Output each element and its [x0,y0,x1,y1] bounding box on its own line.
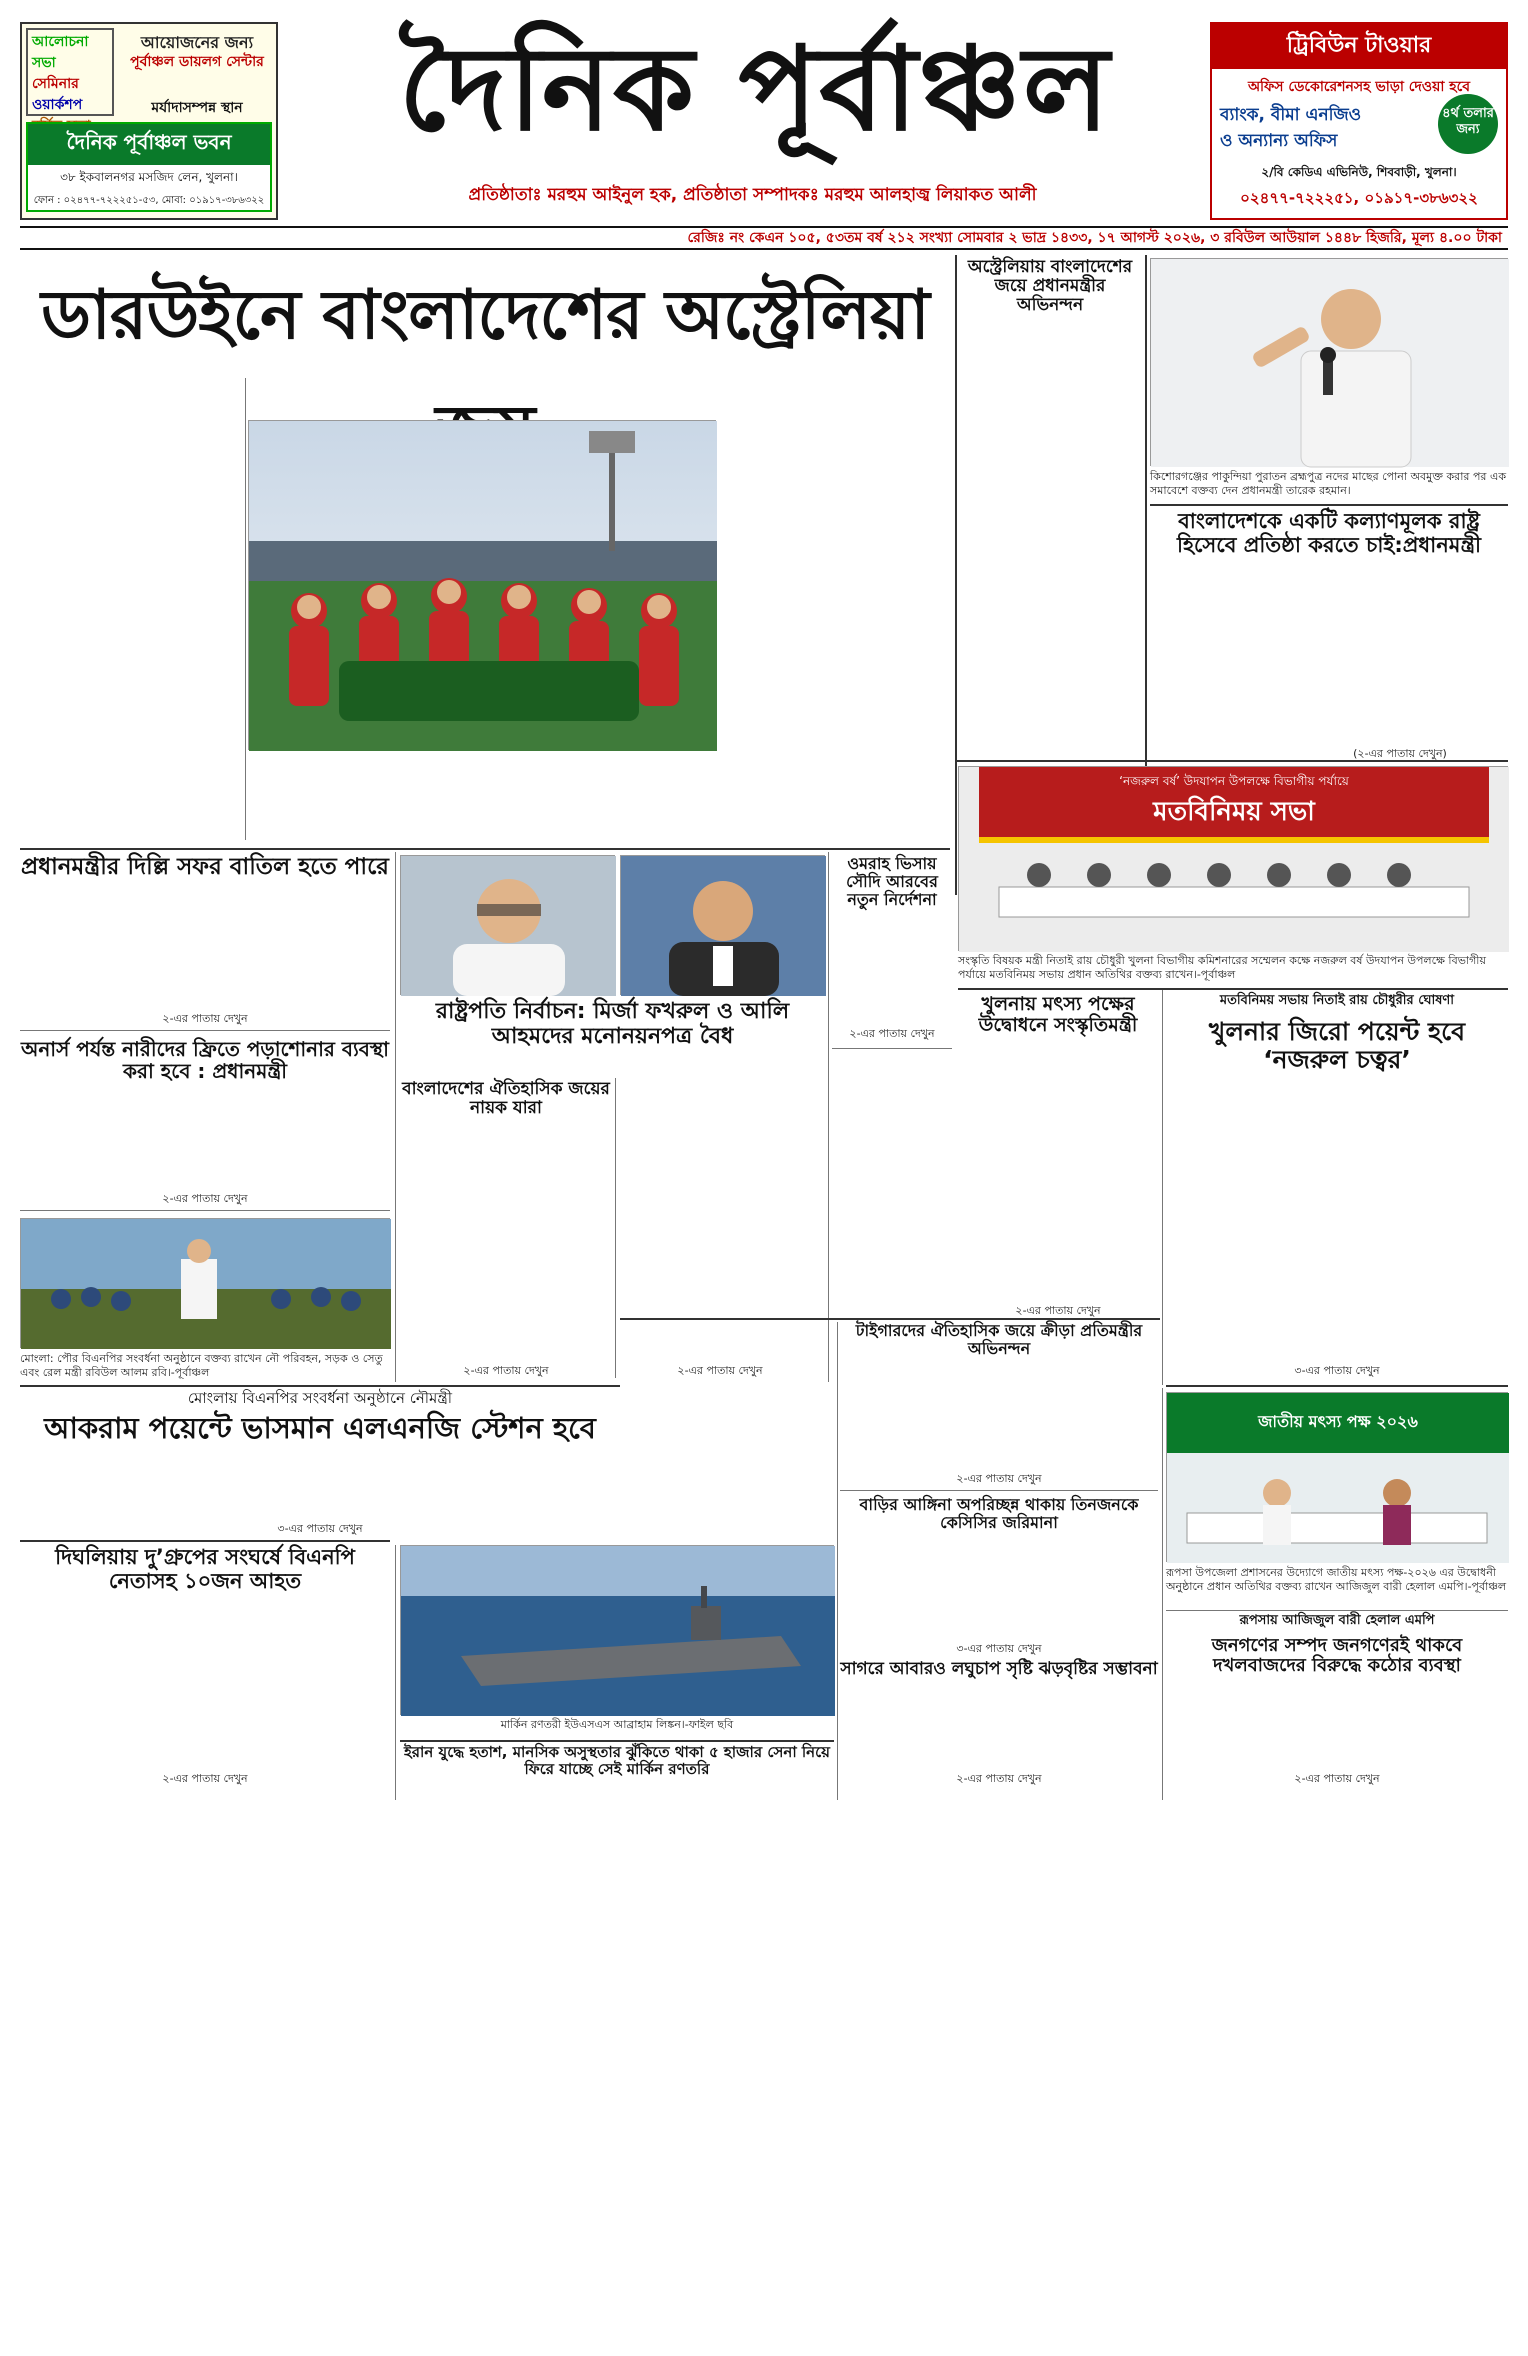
founders-line: প্রতিষ্ঠাতাঃ মরহুম আইনুল হক, প্রতিষ্ঠাতা সম্পাদকঃ মরহুম আলহাজ্ব লিয়াকত আলী [468,185,1037,205]
rule [1166,1385,1508,1387]
ad-event: আলোচনা সভা [32,34,89,71]
ad-phone: ০২৪৭৭-৭২২২৫১, ০১৯১৭-৩৮৬৩২২ [1240,189,1478,207]
mongla-caption: মোংলা: পৌর বিএনপির সংবর্ধনা অনুষ্ঠানে বক্তব্য রাখেন নৌ পরিবহন, সড়ক ও সেতু এবং রেল মন্ত্রী রবিউল আলম রবি।-পূর্বাঞ্চল [20,1352,383,1380]
umrah-continue: ২-এর পাতায় দেখুন [849,1027,935,1040]
heroes-headline: বাংলাদেশের ঐতিহাসিক জয়ের নায়ক যারা [402,1079,610,1119]
rule [395,852,396,1382]
pm-speaking-illustration [1151,259,1509,467]
rupsa-caption: রূপসা উপজেলা প্রশাসনের উদ্যোগে জাতীয় মৎস্য পক্ষ-২০২৬ এর উদ্বোধনী অনুষ্ঠানে প্রধান অতিথির বক্তব্য রাখেন আজিজুল বারী হেলাল এমপি।-পূর্বাঞ্চল [1166,1566,1507,1594]
rule [395,1545,396,1800]
ad-building-box [26,122,272,212]
meeting-caption: সংস্কৃতি বিষয়ক মন্ত্রী নিতাই রায় চৌধুরী খুলনা বিভাগীয় কমিশনারের সম্মেলন কক্ষে নজরুল বর্ষ উদযাপন উপলক্ষে বিভাগীয় পর্যায়ে মতবিনিময় সভায় প্রধান অতিথির বক্তব্য রাখেন।-পূর্বাঞ্চল [958,954,1486,982]
ad-place: মর্যাদাসম্পন্ন স্থান [151,100,243,116]
nazrul-kicker: মতবিনিময় সভায় নিতাই রায় চৌধুরীর ঘোষণা [1219,993,1455,1008]
pm-photo-caption: কিশোরগঞ্জের পাকুন্দিয়া পুরাতন ব্রহ্মপুত্র নদের মাছের পোনা অবমুক্ত করার পর এক সমাবেশে বক্তব্য দেন প্রধানমন্ত্রী তারেক রহমান। [1150,470,1507,498]
meeting-banner: মতবিনিময় সভা [1153,797,1315,827]
rule [958,988,1508,990]
ad-event: সেমিনার [32,76,79,92]
rule [837,1322,838,1800]
rule [840,1490,1158,1491]
rule [1162,1388,1163,1800]
ad-events-box [26,28,114,116]
rule [828,852,829,1382]
rupsa-continue: ২-এর পাতায় দেখুন [1294,1772,1380,1785]
pm-congrats-headline: অস্ট্রেলিয়ায় বাংলাদেশের জয়ে প্রধানমন্ত্রীর অভিনন্দন [967,257,1133,316]
delhi-headline: প্রধানমন্ত্রীর দিল্লি সফর বাতিল হতে পারে [21,854,389,880]
kosis-continue: ৩-এর পাতায় দেখুন [956,1642,1042,1655]
portrait-illustration [621,856,826,996]
meeting-banner-top: ‘নজরুল বর্ষ’ উদযাপন উপলক্ষে বিভাগীয় পর্যায়ে [1119,774,1349,788]
rule [20,1385,620,1387]
rule [615,1078,616,1378]
ali-ahmed-portrait [620,855,825,995]
sea-headline: সাগরে আবারও লঘুচাপ সৃষ্টি ঝড়বৃষ্টির সম্ভাবনা [840,1659,1158,1679]
nazrul-continue: ৩-এর পাতায় দেখুন [1294,1364,1380,1377]
rule [20,1210,390,1211]
welfare-headline: বাংলাদেশকে একটি কল্যাণমূলক রাষ্ট্র হিসেবে প্রতিষ্ঠা করতে চাই:প্রধানমন্ত্রী [1176,509,1482,557]
fishery-event-photo [1166,1392,1508,1562]
pm-photo [1150,258,1508,466]
lead-right-rule [955,255,957,895]
dateline-bar: রেজিঃ নং কেএন ১০৫, ৫৩তম বর্ষ ২১২ সংখ্যা সোমবার ২ ভাদ্র ১৪৩৩, ১৭ আগস্ট ২০২৬, ৩ রবিউল আউয়াল ১৪৪৮ হিজরি, মূল্য ৪.০০ টাকা [20,226,1508,250]
ad-tower: ট্রিবিউন টাওয়ার [1212,24,1506,69]
newspaper-title: দৈনিক পূর্বাঞ্চল [398,22,1112,157]
ad-other: ও অন্যান্য অফিস [1220,131,1338,151]
rule [1166,1610,1508,1611]
iran-headline: ইরান যুদ্ধে হতাশ, মানসিক অসুস্থতার ঝুঁকিতে থাকা ৫ হাজার সেনা নিয়ে ফিরে যাচ্ছে সেই মার্কিন রণতরি [403,1743,831,1778]
carrier-photo [400,1545,834,1715]
fish-headline: খুলনায় মৎস্য পক্ষের উদ্বোধনে সংস্কৃতিমন্ত্রী [978,993,1138,1037]
dighalia-continue: ২-এর পাতায় দেখুন [162,1772,248,1785]
sea-continue: ২-এর পাতায় দেখুন [956,1772,1042,1785]
president-headline: রাষ্ট্রপতি নির্বাচন: মির্জা ফখরুল ও আলি আহমদের মনোনয়নপত্র বৈধ [435,999,790,1049]
rule [20,1030,390,1031]
ad-floor-badge: ৪র্থ তলার জন্য [1438,94,1498,154]
welfare-continue: (২-এর পাতায় দেখুন) [1353,747,1447,760]
nazrul-meeting-photo [958,766,1508,951]
right-advertisement [1210,22,1508,220]
carrier-caption: মার্কিন রণতরী ইউএসএস আব্রাহাম লিঙ্কন।-ফাইল ছবি [500,1718,734,1731]
akram-continue: ৩-এর পাতায় দেখুন [277,1522,363,1535]
akram-headline: আকরাম পয়েন্টে ভাসমান এলএনজি স্টেশন হবে [44,1411,596,1445]
rule [620,1318,1160,1320]
rule [1162,990,1163,1385]
ad-address: ৩৮ ইকবালনগর মসজিদ লেন, খুলনা। [60,170,238,184]
tigers-headline: টাইগারদের ঐতিহাসিক জয়ে ক্রীড়া প্রতিমন্ত্রীর অভিনন্দন [855,1321,1143,1358]
kosis-headline: বাড়ির আঙ্গিনা অপরিচ্ছন্ন থাকায় তিনজনকে কেসিসির জরিমানা [859,1495,1139,1532]
rule [1150,504,1508,506]
left-advertisement [20,22,278,220]
tigers-continue: ২-এর পাতায় দেখুন [956,1472,1042,1485]
rule [20,848,950,850]
fish-continue: ২-এর পাতায় দেখুন [1015,1304,1101,1317]
rule [20,1540,390,1542]
aircraft-carrier-illustration [401,1546,835,1716]
president-continue: ২-এর পাতায় দেখুন [677,1364,763,1377]
mongla-crowd-illustration [21,1219,391,1349]
mongla-event-photo [20,1218,390,1348]
fishery-banner: জাতীয় মৎস্য পক্ষ ২০২৬ [1258,1412,1418,1431]
ad-center-name: পূর্বাঞ্চল ডায়লগ সেন্টার [130,54,264,70]
akram-kicker: মোংলায় বিএনপির সংবর্ধনা অনুষ্ঠানে নৌমন্ত্রী [187,1389,453,1407]
nazrul-headline: খুলনার জিরো পয়েন্ট হবে ‘নজরুল চত্বর’ [1208,1017,1466,1074]
cricket-team-photo [248,420,716,750]
women-continue: ২-এর পাতায় দেখুন [162,1192,248,1205]
ad-offer: আয়োজনের জন্য [140,33,254,52]
rule [400,1740,834,1742]
umrah-headline: ওমরাহ ভিসায় সৌদি আরবের নতুন নির্দেশনা [846,854,938,909]
women-headline: অনার্স পর্যন্ত নারীদের ফ্রিতে পড়াশোনার ব্যবস্থা করা হবে : প্রধানমন্ত্রী [21,1037,389,1084]
rule [955,760,1508,762]
rule [832,1048,952,1049]
dighalia-headline: দিঘলিয়ায় দু’গ্রুপের সংঘর্ষে বিএনপি নেতাসহ ১০জন আহত [55,1545,355,1593]
lead-headline: ডারউইনে বাংলাদেশের অস্ট্রেলিয়া [41,276,929,355]
portrait-illustration [401,856,616,996]
cricket-team-illustration [249,421,717,751]
ad-rent: অফিস ডেকোরেশনসহ ভাড়া দেওয়া হবে [1247,79,1471,95]
ad-event: ওয়ার্কশপ [32,97,83,113]
rupsa-headline: জনগণের সম্পদ জনগণেরই থাকবে দখলবাজদের বিরুদ্ধে কঠোর ব্যবস্থা [1211,1635,1463,1677]
fakhrul-portrait [400,855,615,995]
rupsa-kicker: রূপসায় আজিজুল বারী হেলাল এমপি [1239,1613,1435,1628]
heroes-continue: ২-এর পাতায় দেখুন [463,1364,549,1377]
ad-address: ২/বি কেডিএ এভিনিউ, শিববাড়ী, খুলনা। [1261,165,1457,179]
delhi-continue: ২-এর পাতায় দেখুন [162,1012,248,1025]
ad-building: দৈনিক পূর্বাঞ্চল ভবন [28,124,270,165]
ad-phone: ফোন : ০২৪৭৭-৭২২২৫১-৫৩, মোবা: ০১৯১৭-৩৮৬৩২২ [33,195,265,206]
ad-for: ব্যাংক, বীমা এনজিও [1220,105,1362,125]
lead-column-rule [245,378,246,840]
